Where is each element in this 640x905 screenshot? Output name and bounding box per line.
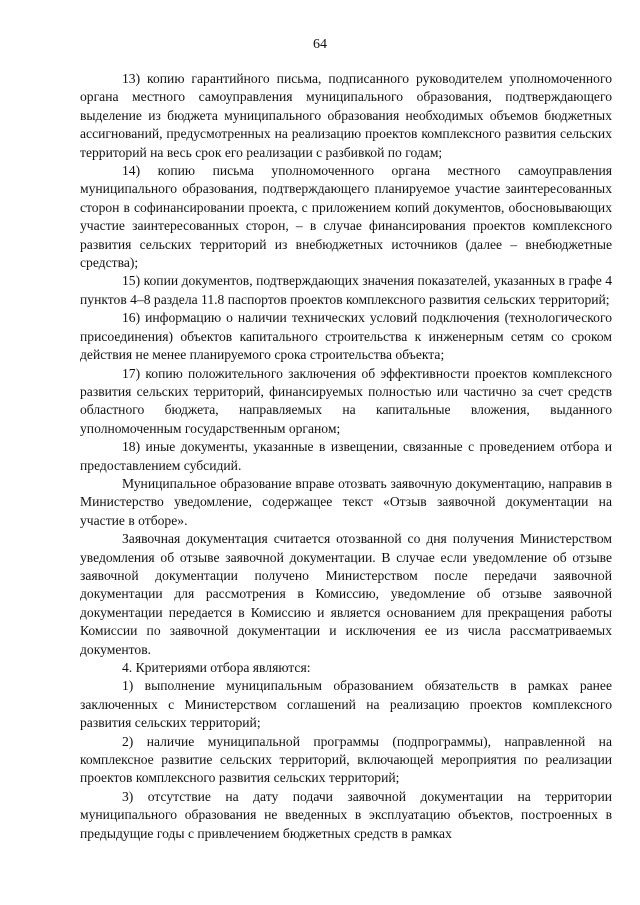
paragraph-withdrawal-procedure: Заявочная документация считается отозванной со дня получения Министерством уведомления об отзыве заявочной документации. В случае если уведомление об отзыве заявочной документации получено Министерством после передачи заявочной документации для рассмотрения в Комиссию, уведомление об отзыве заявочной документации передается в Комиссию и является основанием для прекращения работы Комиссии по заявочной документации и исключения ее из числа рассматриваемых документов.: [80, 531, 612, 657]
criterion-item-2: 2) наличие муниципальной программы (подпрограммы), направленной на комплексное развитие сельских территорий, включающей мероприятия по реализации проектов комплексного развития сельских территорий;: [80, 733, 612, 786]
criterion-item-1: 1) выполнение муниципальным образованием обязательств в рамках ранее заключенных с Министерством соглашений на реализацию проектов комплексного развития сельских территорий;: [80, 678, 612, 731]
paragraph-item-16: 16) информацию о наличии технических условий подключения (технологического присоединения) объектов капитального строительства к инженерным сетям со сроком действия не менее планируемого срока строительства объекта;: [80, 310, 612, 363]
document-body: [80, 70, 612, 843]
paragraph-item-14: 14) копию письма уполномоченного органа местного самоуправления муниципального образования, подтверждающего планируемое участие заинтересованных сторон в софинансировании проекта, с приложением копий документов, обосновывающих участие заинтересованных сторон, – в случае финансирования проектов комплексного развития сельских территорий из внебюджетных источников (далее – внебюджетные средства);: [80, 163, 612, 271]
paragraph-item-18: 18) иные документы, указанные в извещении, связанные с проведением отбора и предоставлением субсидий.: [80, 439, 612, 473]
criterion-item-3: 3) отсутствие на дату подачи заявочной документации на территории муниципального образования не введенных в эксплуатацию объектов, построенных в предыдущие годы с привлечением бюджетных средств в рамках: [80, 788, 612, 841]
paragraph-item-15: 15) копии документов, подтверждающих значения показателей, указанных в графе 4 пунктов 4–8 раздела 11.8 паспортов проектов комплексного развития сельских территорий;: [80, 273, 612, 307]
paragraph-item-13: 13) копию гарантийного письма, подписанного руководителем уполномоченного органа местного самоуправления муниципального образования, подтверждающего выделение из бюджета муниципального образования необходимых объемов бюджетных ассигнований, предусмотренных на реализацию проектов комплексного развития сельских территорий на весь срок его реализации с разбивкой по годам;: [80, 71, 612, 160]
paragraph-item-17: 17) копию положительного заключения об эффективности проектов комплексного развития сельских территорий, финансируемых полностью или частично за счет средств областного бюджета, направляемых на капитальные вложения, выданного уполномоченным государственным органом;: [80, 365, 612, 436]
section-heading-selection-criteria: 4. Критериями отбора являются:: [122, 660, 311, 675]
page-number: 64: [313, 37, 327, 52]
paragraph-withdrawal-right: Муниципальное образование вправе отозвать заявочную документацию, направив в Министерство уведомление, содержащее текст «Отзыв заявочной документации на участие в отборе».: [80, 475, 612, 528]
